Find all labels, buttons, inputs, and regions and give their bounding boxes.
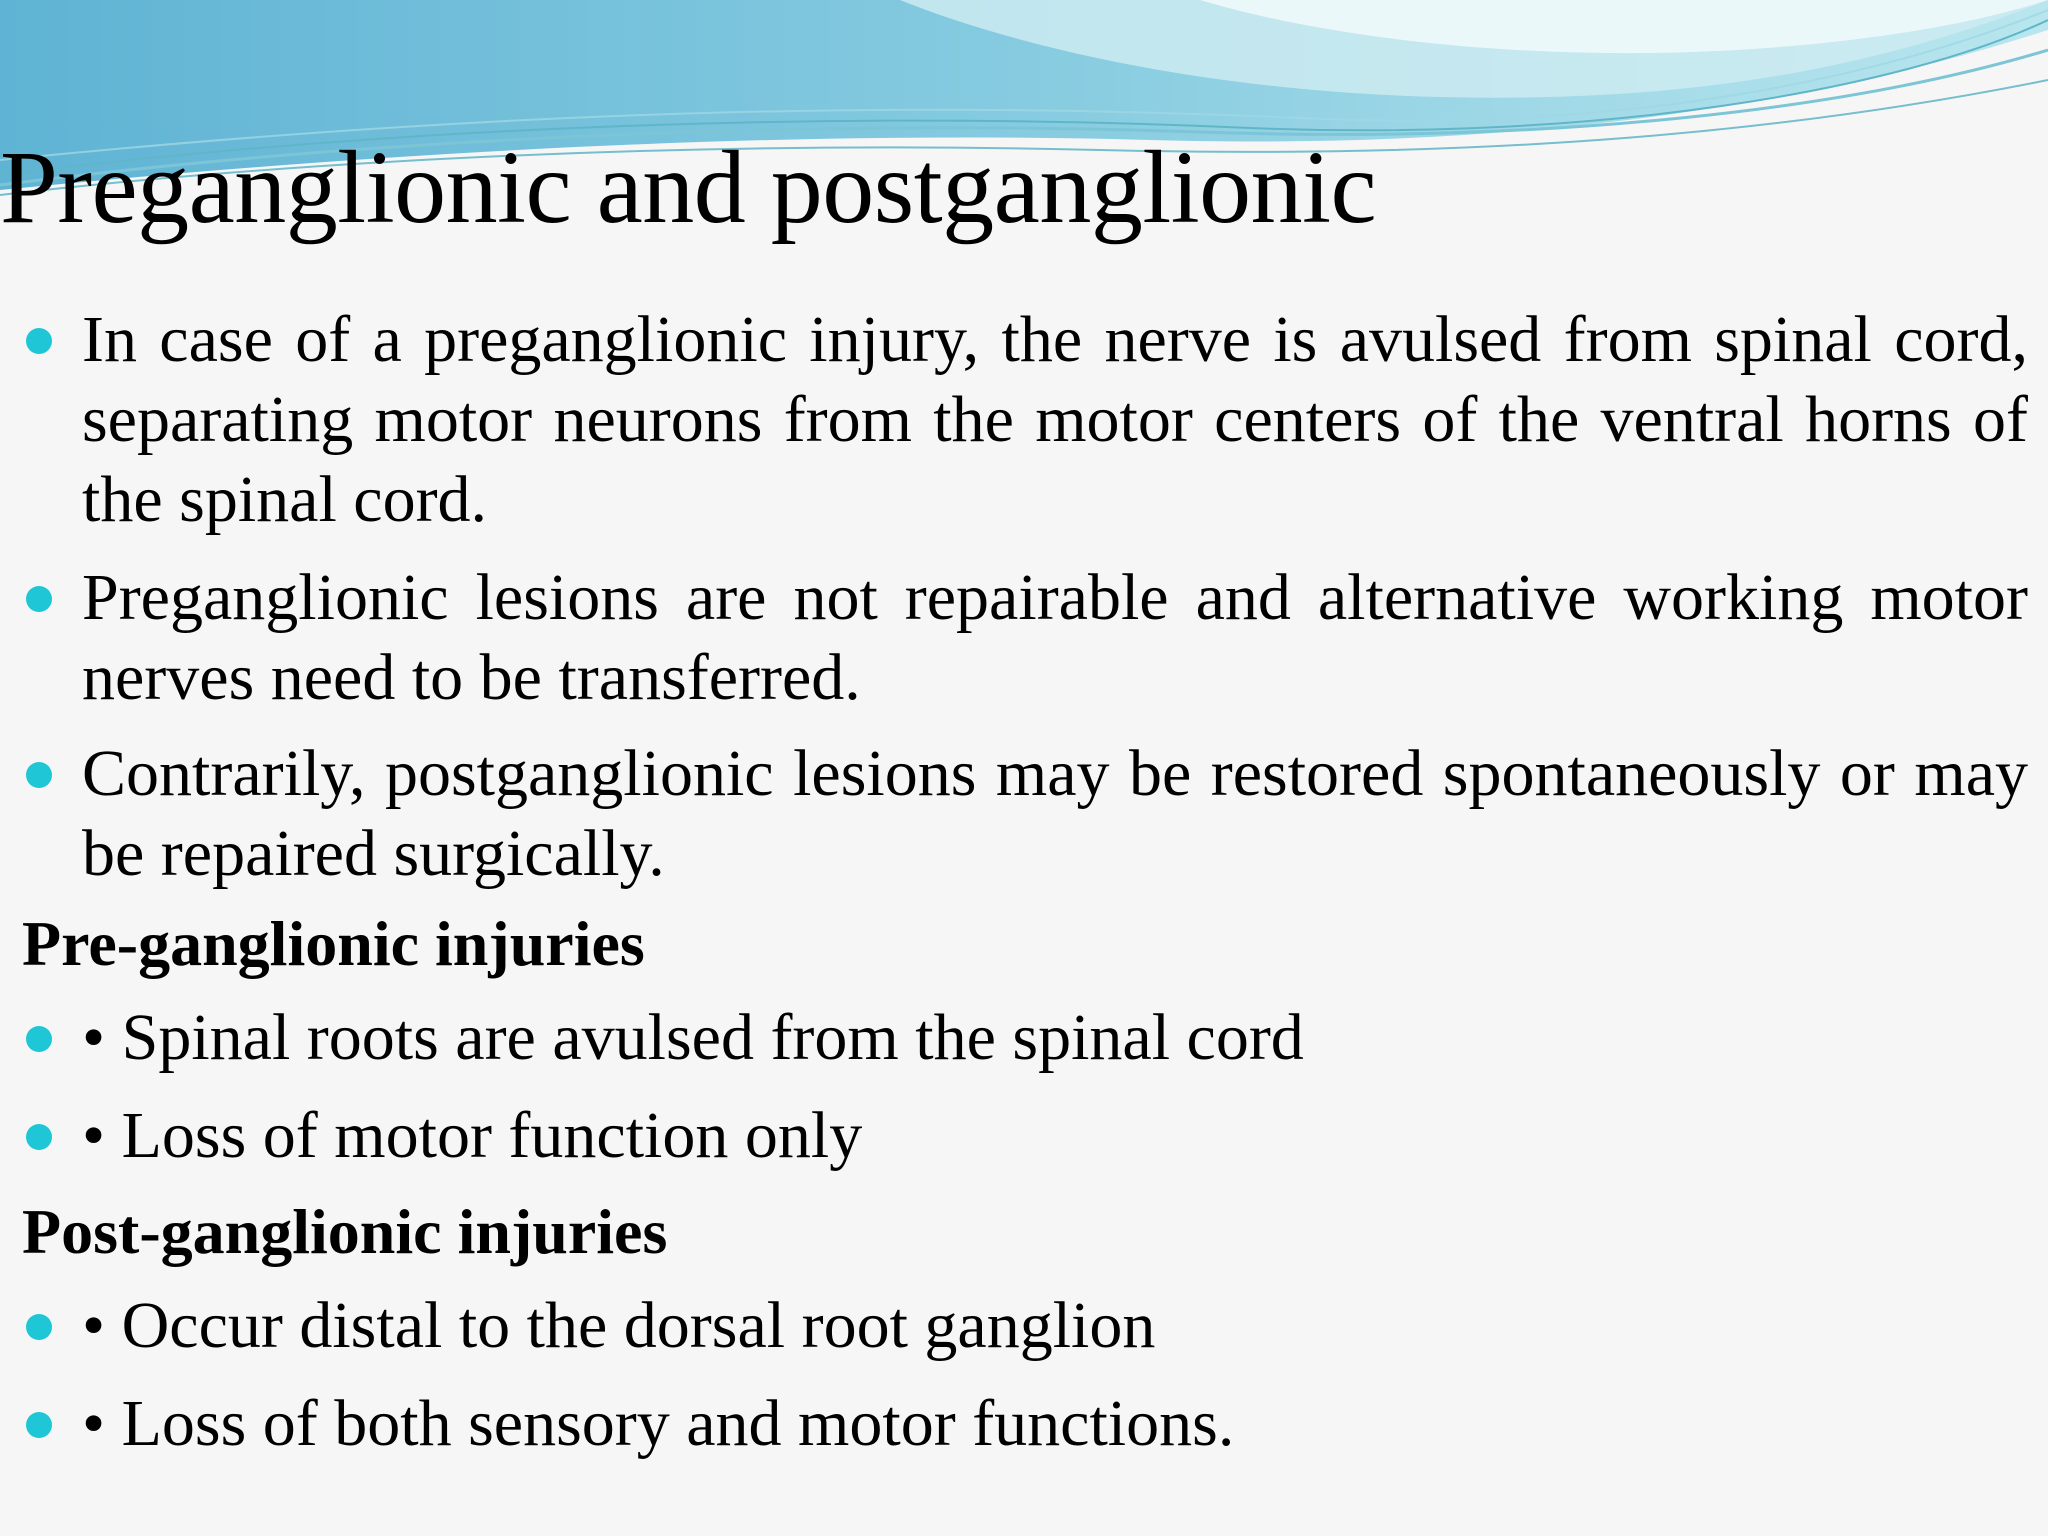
- bullet-item-text: • Loss of both sensory and motor functions.: [82, 1387, 1235, 1460]
- bullet-item-text: • Spinal roots are avulsed from the spinal cord: [82, 1001, 1304, 1074]
- bullet-item: [22, 1096, 2028, 1176]
- bullet-dot-icon: [26, 1412, 52, 1438]
- bullet-dot-icon: [26, 586, 52, 612]
- bullet-dot-icon: [26, 1124, 52, 1150]
- bullet-paragraph: [22, 558, 2028, 718]
- bullet-dot-icon: [26, 1026, 52, 1052]
- bullet-dot-icon: [26, 1314, 52, 1340]
- bullet-item-text: • Loss of motor function only: [82, 1099, 863, 1172]
- bullet-paragraph: [22, 734, 2028, 894]
- section-heading: Pre-ganglionic injuries: [22, 908, 645, 979]
- paragraph-text: In case of a preganglionic injury, the nerve is avulsed from spinal cord, separating motor neurons from the motor centers of the ventral horns of the spinal cord.: [82, 303, 2028, 536]
- paragraph-text: Contrarily, postganglionic lesions may be restored spontaneously or may be repaired surgically.: [82, 737, 2028, 890]
- section-heading: Post-ganglionic injuries: [22, 1196, 668, 1267]
- bullet-dot-icon: [26, 328, 52, 354]
- bullet-item: [22, 1286, 2028, 1366]
- bullet-item-text: • Occur distal to the dorsal root ganglion: [82, 1289, 1156, 1362]
- bullet-paragraph: [22, 300, 2028, 540]
- paragraph-text: Preganglionic lesions are not repairable and alternative working motor nerves need to be transferred.: [82, 561, 2028, 714]
- bullet-item: [22, 998, 2028, 1078]
- slide-title: Preganglionic and postganglionic: [0, 130, 1377, 245]
- bullet-dot-icon: [26, 762, 52, 788]
- bullet-item: [22, 1384, 2028, 1464]
- slide-content: [22, 300, 2028, 1464]
